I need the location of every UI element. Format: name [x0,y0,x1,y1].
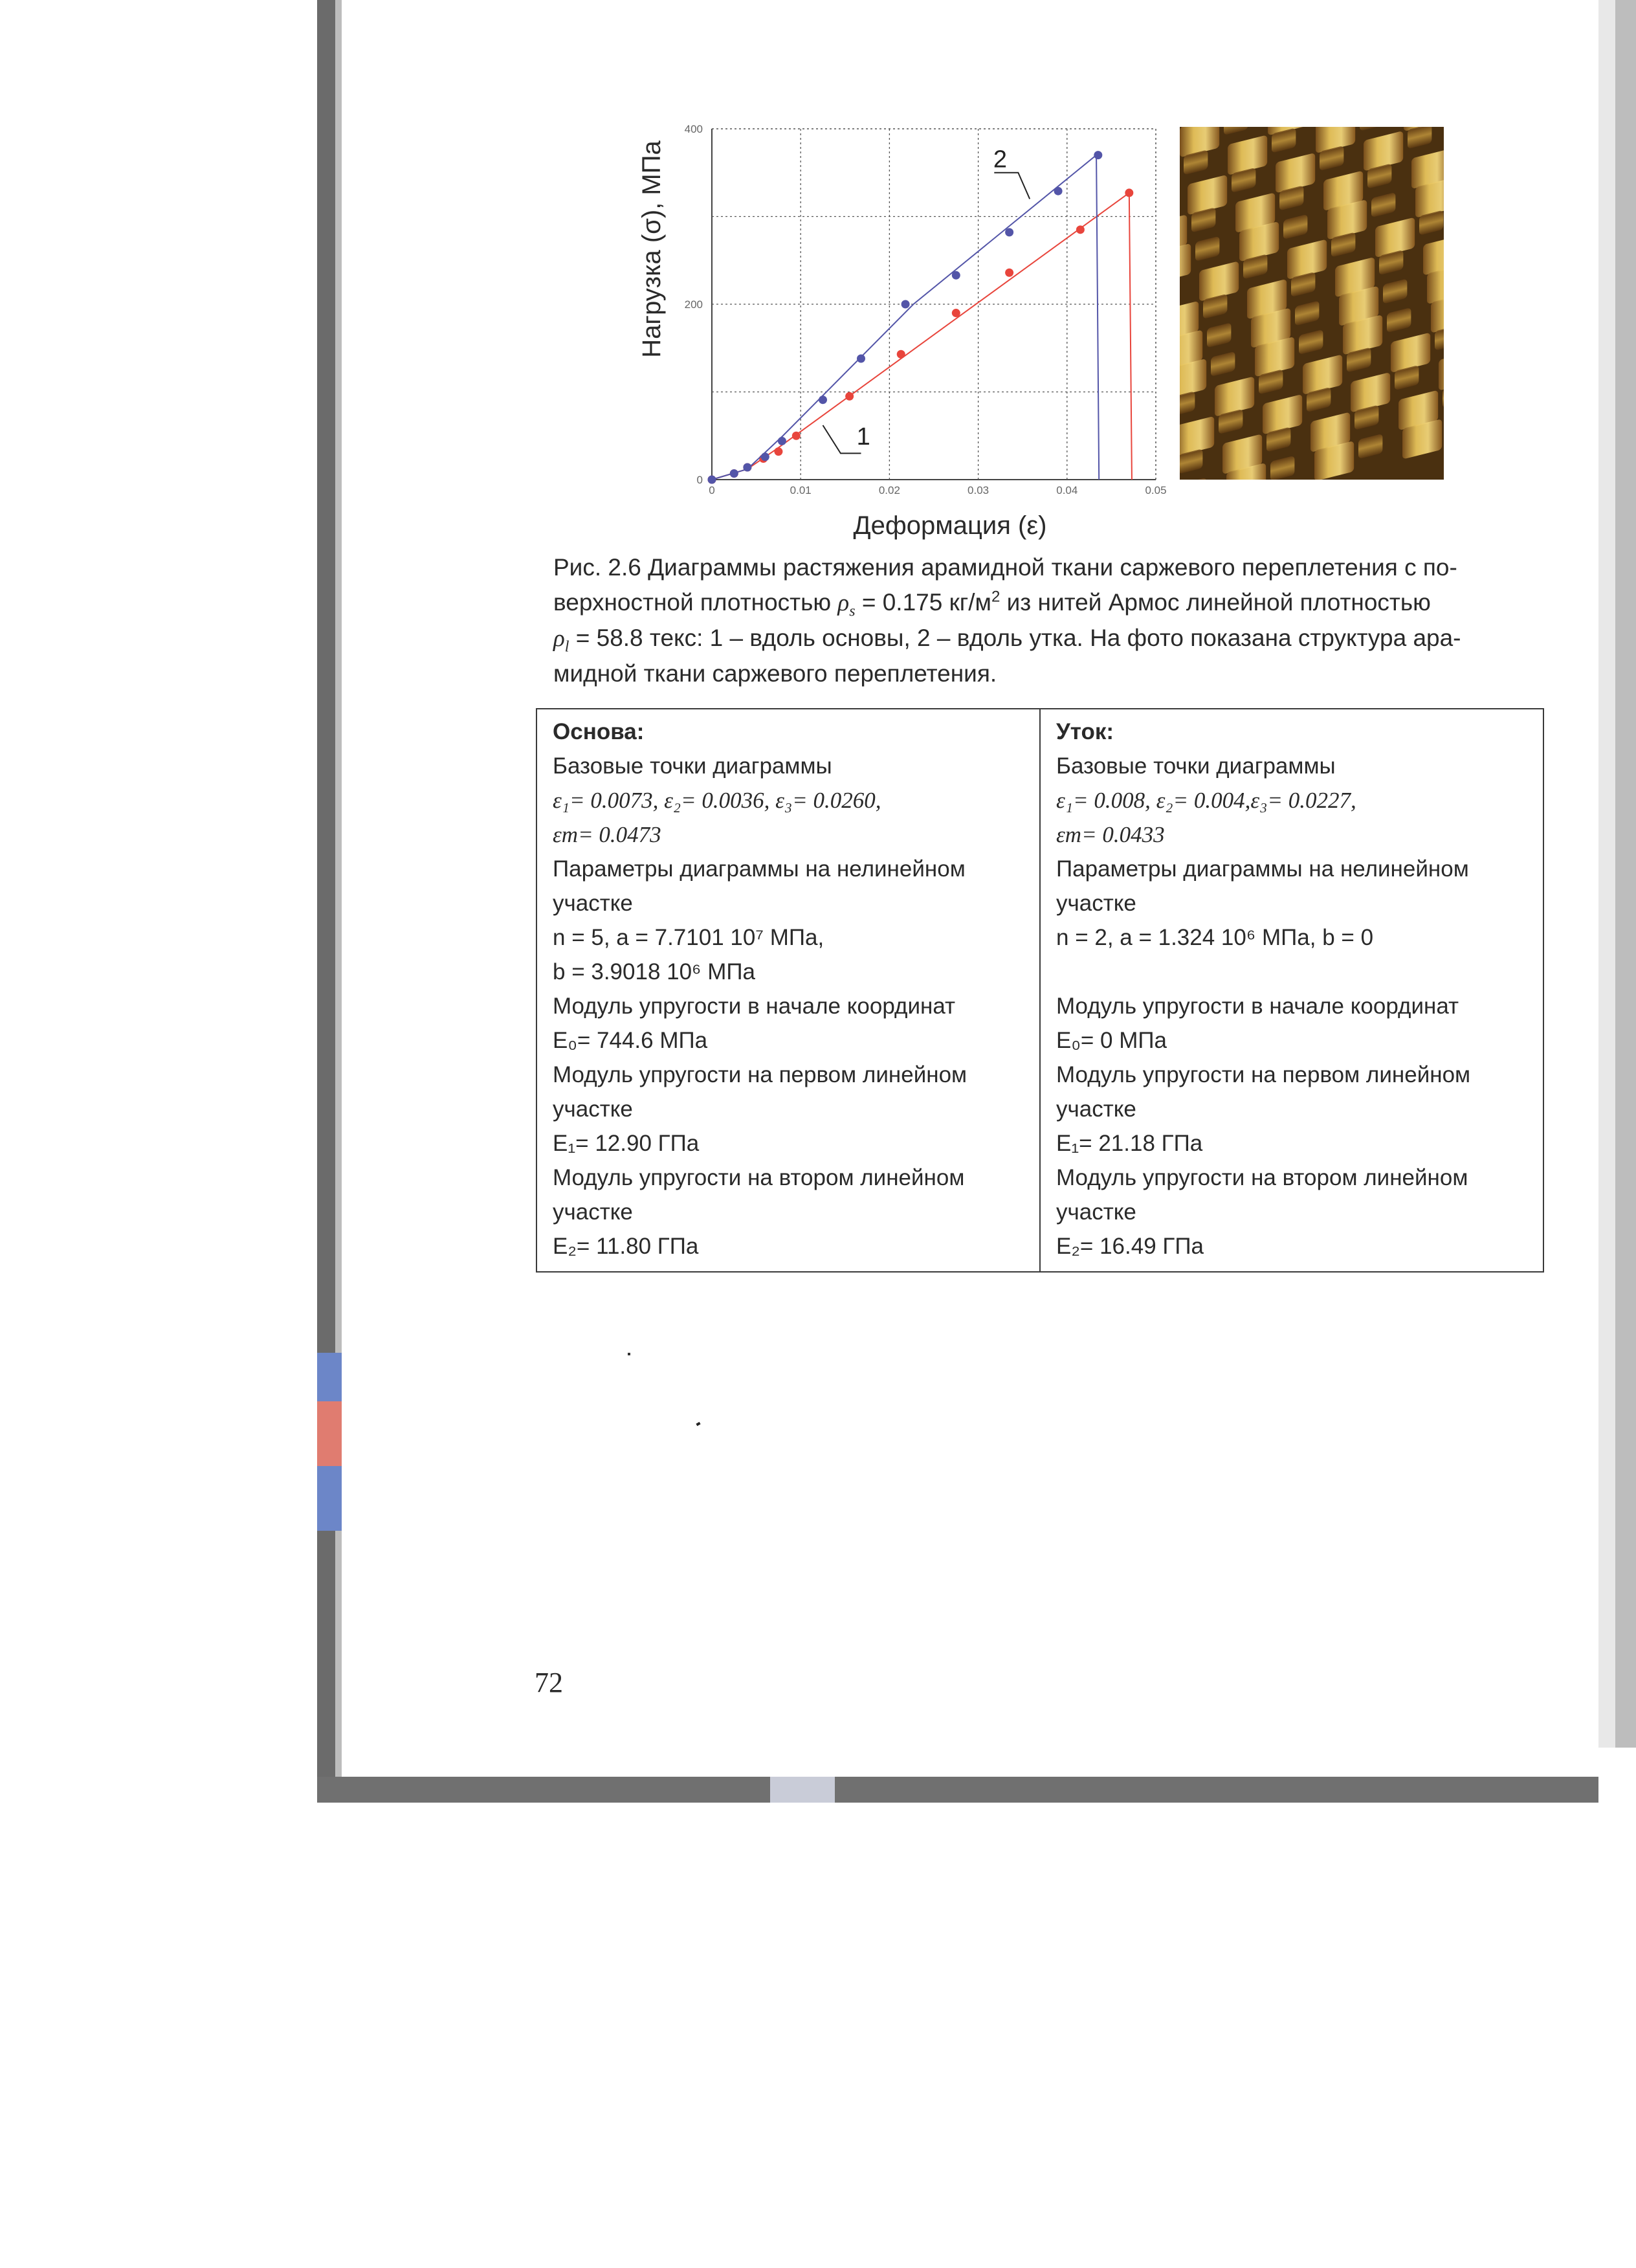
book-bottom-edge-highlight [770,1777,835,1803]
rho-l-subscript: l [564,638,569,656]
caption-text: = 58.8 текс: 1 – вдоль основы, 2 – вдоль утка. На фото показана структура ара- [569,625,1461,651]
annotation-1-leader [823,425,861,453]
annotation-2-label: 2 [993,146,1008,173]
caption-line-1: Рис. 2.6 Диаграммы растяжения арамидной ткани саржевого переплетения с по- [553,554,1457,581]
warp-e0-value: E₀= 744.6 МПа [553,1028,708,1053]
series-1-point [1125,188,1133,197]
nonlinear-params-title: Параметры диаграммы на нелинейном участке [1056,856,1469,916]
weft-n-a-b: n = 2, a = 1.324 10⁶ МПа, b = 0 [1056,925,1374,950]
page-number: 72 [535,1667,563,1698]
table-row [536,709,1543,1272]
chart-grid [712,129,1156,480]
caption-text: верхностной плотностью [553,589,838,616]
base-points-title: Базовые точки диаграммы [1056,753,1336,779]
rho-s-symbol [837,590,856,620]
nonlinear-params-title: Параметры диаграммы на нелинейном участке [553,856,966,916]
cover-stripe-blue [317,1353,342,1401]
y-axis-label: Нагрузка (σ), МПа [637,140,666,358]
caption-line-4: мидной ткани саржевого переплетения. [553,660,997,687]
series-2-point [952,271,960,280]
x-tick-label: 0.04 [1056,484,1078,496]
series-2-point [901,300,910,309]
book-bottom-edge [317,1777,1598,1803]
spacer [1056,955,1527,989]
warp-eps-values: ε₁= 0.0073, ε₂= 0.0036, ε₃= 0.0260, [553,788,881,813]
series-2-point [761,452,769,461]
caption-text: = 0.175 кг/м [855,589,991,616]
figure-caption [553,550,1527,691]
y-tick-label: 0 [696,474,703,486]
annotation-1-label: 1 [856,423,870,450]
parameters-table [536,708,1544,1273]
series-2-point [1054,187,1063,195]
warp-b: b = 3.9018 10⁶ МПа [553,959,755,984]
e0-title: Модуль упругости в начале координат [1056,994,1459,1019]
annotation-2-leader [994,173,1030,199]
series-1-point [792,432,801,440]
x-tick-label: 0 [709,484,715,496]
caption-text: из нитей Армос линейной плотностью [1000,589,1431,616]
y-tick-label: 400 [684,123,703,135]
weft-eps-m: εm= 0.0433 [1056,822,1165,847]
x-tick-label: 0.01 [790,484,812,496]
weft-eps-values: ε₁= 0.008, ε₂= 0.004,ε₃= 0.0227, [1056,788,1356,813]
series-2-line [712,155,1099,480]
e0-title: Модуль упругости в начале координат [553,994,956,1019]
rho-s-subscript: s [849,603,856,620]
cover-stripe-red [317,1401,342,1466]
series-1-point [897,350,905,359]
weft-e1-value: E₁= 21.18 ГПа [1056,1131,1203,1156]
series-1-point [1005,269,1013,277]
series-2-point [819,395,827,404]
x-axis-label: Деформация (ε) [853,511,1047,540]
series-2-point [730,469,738,478]
x-tick-label: 0.02 [878,484,900,496]
e2-title: Модуль упругости на втором линейном участке [1056,1165,1468,1225]
scan-speck [628,1353,630,1355]
series-2-point [708,476,716,484]
x-tick-label: 0.05 [1145,484,1167,496]
x-tick-label: 0.03 [967,484,989,496]
series-2-point [857,355,865,363]
caption-superscript: 2 [991,588,1000,606]
series-1-point [1076,225,1085,234]
series-2-point [778,437,786,445]
warp-eps-m: εm= 0.0473 [553,822,661,847]
e1-title: Модуль упругости на первом линейном участке [1056,1062,1471,1122]
series-1-line [712,193,1132,480]
e1-title: Модуль упругости на первом линейном участке [553,1062,967,1122]
y-tick-label: 200 [684,298,703,311]
weft-e2-value: E₂= 16.49 ГПа [1056,1234,1204,1259]
chart-series [708,146,1134,484]
series-1-point [845,392,854,401]
weft-column [1040,709,1543,1272]
rho-l-symbol [553,625,569,656]
caption-line-3 [553,621,1527,656]
twill-fabric-photo [1180,127,1444,480]
base-points-title: Базовые точки диаграммы [553,753,832,779]
weft-heading: Уток: [1056,719,1114,744]
book-binding-right-edge [1615,0,1636,1748]
series-1-point [952,309,960,317]
warp-e1-value: E₁= 12.90 ГПа [553,1131,700,1156]
e2-title: Модуль упругости на втором линейном участке [553,1165,965,1225]
series-2-point [1005,228,1013,236]
series-1-point [774,447,782,456]
series-2-point [1094,151,1102,159]
cover-stripe-blue-lower [317,1466,342,1531]
rho-l-letter: ρ [553,625,565,652]
caption-line-2 [553,585,1527,621]
warp-column [536,709,1040,1272]
warp-n-a: n = 5, a = 7.7101 10⁷ МПа, [553,925,824,950]
warp-heading: Основа: [553,719,645,744]
chart-ticks [685,123,1167,496]
weft-e0-value: E₀= 0 МПа [1056,1028,1167,1053]
series-2-point [743,463,751,472]
warp-e2-value: E₂= 11.80 ГПа [553,1234,699,1259]
rho-s-letter: ρ [837,590,850,616]
stress-strain-chart [621,113,1171,566]
